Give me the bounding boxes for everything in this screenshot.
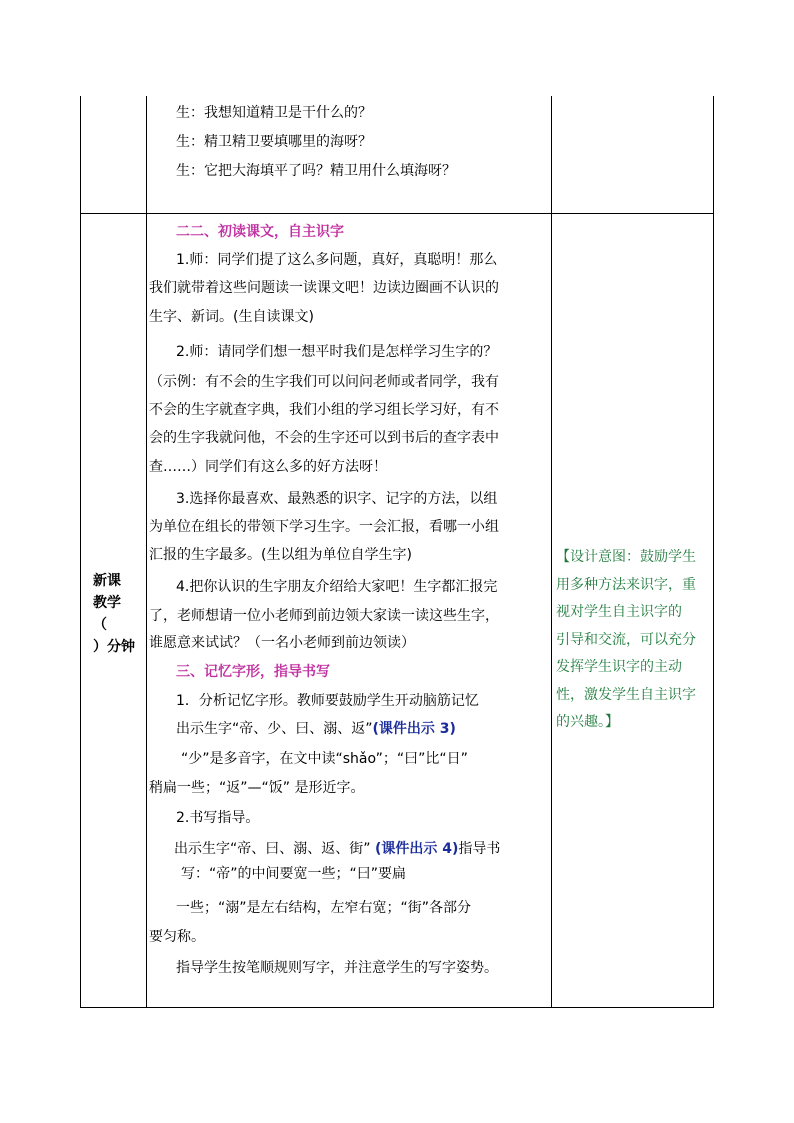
section-label-line: （ xyxy=(93,617,107,633)
content-line: 3.选择你最喜欢、最熟悉的识字、记字的方法，以组 xyxy=(176,491,498,507)
content-line: 2.师：请同学们想一想平时我们是怎样学习生字的？ xyxy=(176,344,498,360)
content-line: 1.师：同学们提了这么多问题，真好，真聪明！那么 xyxy=(176,252,498,268)
content-line: 生字、新词。(生自读课文) xyxy=(149,309,314,325)
table-divider-1 xyxy=(146,96,147,1008)
content-line: 了，老师想请一位小老师到前边领大家读一读这些生字， xyxy=(149,608,499,624)
section-heading-2: 二二、初读课文，自主识字 xyxy=(176,224,344,240)
content-line: 一些；“溺”是左右结构，左窄右宽；“街”各部分 xyxy=(176,900,472,916)
note-line: 的兴趣。】 xyxy=(556,714,619,730)
courseware-note: (课件出示 3) xyxy=(372,721,456,737)
note-line: 性，激发学生自主识字 xyxy=(556,686,696,703)
table-border-bottom xyxy=(80,1007,714,1008)
dialogue-line: 生：它把大海填平了吗？精卫用什么填海呀？ xyxy=(176,163,456,179)
section-label-line: ）分钟 xyxy=(93,639,135,655)
content-line: 查……）同学们有这么多的好方法呀！ xyxy=(149,459,387,475)
design-intent-note xyxy=(556,544,716,737)
content-line: 4.把你认识的生字朋友介绍给大家吧！生字都汇报完 xyxy=(176,579,498,595)
content-line: 我们就带着这些问题读一读课文吧！边读边圈画不认识的 xyxy=(149,280,499,296)
content-line: 写：“帝”的中间要宽一些；“曰”要扁 xyxy=(181,866,407,882)
note-line: 视对学生自主识字的 xyxy=(556,604,682,620)
dialogue-line: 生：我想知道精卫是干什么的？ xyxy=(176,105,372,121)
dialogue-line: 生：精卫精卫要填哪里的海呀？ xyxy=(176,134,372,150)
section-label xyxy=(93,570,141,658)
note-line: 用多种方法来识字，重 xyxy=(556,576,696,593)
content-line: （示例：有不会的生字我们可以问问老师或者同学，我有 xyxy=(149,374,499,390)
section-label-line: 教学 xyxy=(93,595,121,611)
content-line: 指导学生按笔顺规则写字，并注意学生的写字姿势。 xyxy=(176,960,498,976)
content-line: 要匀称。 xyxy=(149,929,205,945)
content-text: 出示生字“帝、曰、溺、返、街” xyxy=(174,841,371,857)
content-line: 会的生字我就问他，不会的生字还可以到书后的查字表中 xyxy=(149,430,499,446)
content-line: 稍扁一些；“返”—“饭” 是形近字。 xyxy=(149,780,365,796)
content-line: 2.书写指导。 xyxy=(176,810,260,826)
content-line xyxy=(176,716,456,743)
note-line: 引导和交流，可以充分 xyxy=(556,631,696,648)
content-line: 不会的生字就查字典，我们小组的学习组长学习好，有不 xyxy=(149,402,499,418)
content-line: 1．分析记忆字形。教师要鼓励学生开动脑筋记忆 xyxy=(176,693,479,709)
content-line: 汇报的生字最多。(生以组为单位自学生字) xyxy=(149,547,412,563)
content-line: “少”是多音字，在文中读“shǎo”；“曰”比“日” xyxy=(181,751,468,767)
table-border-left xyxy=(80,96,81,1008)
section-heading-3: 三、记忆字形，指导书写 xyxy=(176,664,330,680)
note-line: 发挥学生识字的主动 xyxy=(556,659,682,675)
content-line: 谁愿意来试试？（一名小老师到前边领读） xyxy=(149,635,415,651)
content-line xyxy=(174,836,500,863)
content-line: 为单位在组长的带领下学习生字。一会汇报，看哪一小组 xyxy=(149,519,499,535)
courseware-note: (课件出示 4) xyxy=(374,841,459,857)
note-line: 【设计意图：鼓励学生 xyxy=(556,549,696,565)
content-text: 指导书 xyxy=(458,841,501,857)
section-label-line: 新课 xyxy=(93,573,121,589)
table-divider-2 xyxy=(551,96,552,1008)
table-row-divider xyxy=(80,213,714,214)
content-text: 出示生字“帝、少、曰、溺、返” xyxy=(176,721,373,737)
